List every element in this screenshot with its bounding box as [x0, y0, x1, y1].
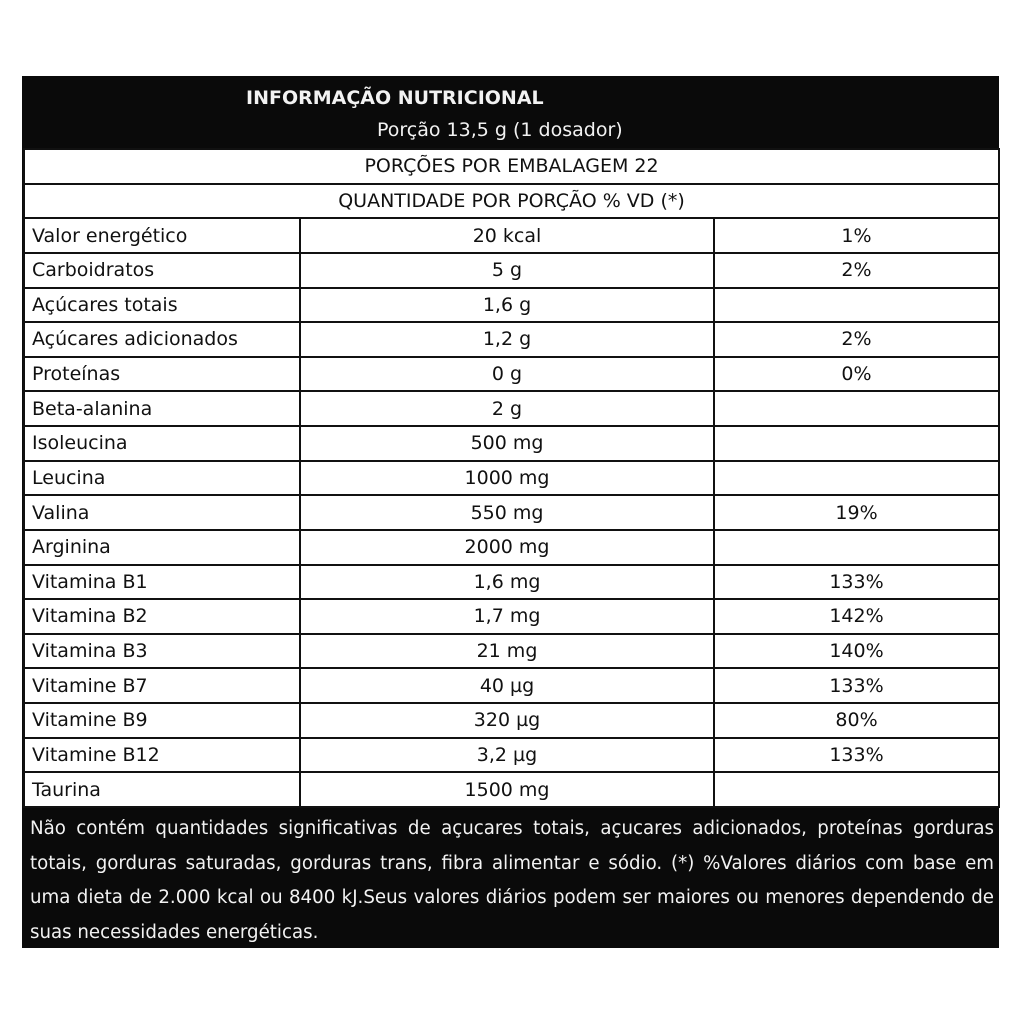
nutrient-daily-value: 133% [714, 565, 999, 600]
nutrient-name: Valina [24, 495, 300, 530]
nutrient-daily-value: 133% [714, 738, 999, 773]
nutrient-amount: 3,2 µg [300, 738, 714, 773]
nutrient-amount: 320 µg [300, 703, 714, 738]
nutrient-amount: 1,6 g [300, 288, 714, 323]
table-row [24, 703, 999, 738]
nutrient-name: Arginina [24, 530, 300, 565]
nutrient-daily-value [714, 461, 999, 496]
table-row [24, 391, 999, 426]
nutrient-name: Isoleucina [24, 426, 300, 461]
footer-note: Não contém quantidades significativas de açucares totais, açucares adicionados, proteínas gorduras totais, gorduras saturadas, gorduras trans, fibra alimentar e sódio. (*) %Valores diários com base em uma dieta de 2.000 kcal ou 8400 kJ.Seus valores diários podem ser maiores ou menores dependendo de suas necessidades energéticas. [30, 818, 994, 943]
table-row [24, 357, 999, 392]
nutrient-daily-value: 2% [714, 253, 999, 288]
nutrient-amount: 500 mg [300, 426, 714, 461]
nutrient-amount: 1,2 g [300, 322, 714, 357]
nutrient-name: Taurina [24, 772, 300, 807]
nutrient-amount: 2 g [300, 391, 714, 426]
nutrient-name: Vitamine B7 [24, 668, 300, 703]
nutrient-amount: 1,7 mg [300, 599, 714, 634]
nutrient-daily-value: 19% [714, 495, 999, 530]
nutrient-amount: 20 kcal [300, 218, 714, 253]
servings-row [24, 149, 999, 184]
nutrient-daily-value: 1% [714, 218, 999, 253]
nutrient-name: Valor energético [24, 218, 300, 253]
label-title: INFORMAÇÃO NUTRICIONAL [246, 87, 544, 109]
nutrient-name: Carboidratos [24, 253, 300, 288]
table-row [24, 253, 999, 288]
nutrition-table [23, 148, 1000, 808]
table-row [24, 218, 999, 253]
table-row [24, 668, 999, 703]
table-row [24, 634, 999, 669]
nutrient-name: Açúcares totais [24, 288, 300, 323]
table-row [24, 530, 999, 565]
nutrient-amount: 550 mg [300, 495, 714, 530]
table-row [24, 461, 999, 496]
nutrient-amount: 1,6 mg [300, 565, 714, 600]
table-row [24, 772, 999, 807]
nutrient-daily-value: 80% [714, 703, 999, 738]
table-row [24, 426, 999, 461]
nutrient-name: Leucina [24, 461, 300, 496]
table-row [24, 738, 999, 773]
nutrient-amount: 1500 mg [300, 772, 714, 807]
nutrient-amount: 2000 mg [300, 530, 714, 565]
nutrient-daily-value: 2% [714, 322, 999, 357]
nutrient-daily-value [714, 772, 999, 807]
table-row [24, 599, 999, 634]
servings-per-package: PORÇÕES POR EMBALAGEM 22 [24, 149, 999, 184]
nutrient-amount: 0 g [300, 357, 714, 392]
nutrient-daily-value [714, 288, 999, 323]
nutrient-daily-value: 140% [714, 634, 999, 669]
nutrient-name: Proteínas [24, 357, 300, 392]
nutrient-name: Vitamina B1 [24, 565, 300, 600]
quantity-header-row [24, 184, 999, 219]
table-row [24, 288, 999, 323]
nutrient-amount: 21 mg [300, 634, 714, 669]
nutrient-name: Vitamine B12 [24, 738, 300, 773]
nutrient-daily-value [714, 530, 999, 565]
nutrient-daily-value [714, 426, 999, 461]
nutrient-daily-value: 142% [714, 599, 999, 634]
nutrient-name: Açúcares adicionados [24, 322, 300, 357]
table-row [24, 322, 999, 357]
quantity-header: QUANTIDADE POR PORÇÃO % VD (*) [24, 184, 999, 219]
table-row [24, 565, 999, 600]
nutrient-name: Vitamina B2 [24, 599, 300, 634]
nutrient-daily-value [714, 391, 999, 426]
nutrient-name: Vitamine B9 [24, 703, 300, 738]
nutrient-amount: 1000 mg [300, 461, 714, 496]
nutrient-daily-value: 0% [714, 357, 999, 392]
nutrient-daily-value: 133% [714, 668, 999, 703]
nutrition-facts-label [22, 76, 999, 948]
nutrient-name: Beta-alanina [24, 391, 300, 426]
nutrient-name: Vitamina B3 [24, 634, 300, 669]
nutrient-amount: 40 µg [300, 668, 714, 703]
portion-size: Porção 13,5 g (1 dosador) [377, 119, 623, 141]
nutrient-amount: 5 g [300, 253, 714, 288]
label-header [22, 76, 999, 148]
table-row [24, 495, 999, 530]
